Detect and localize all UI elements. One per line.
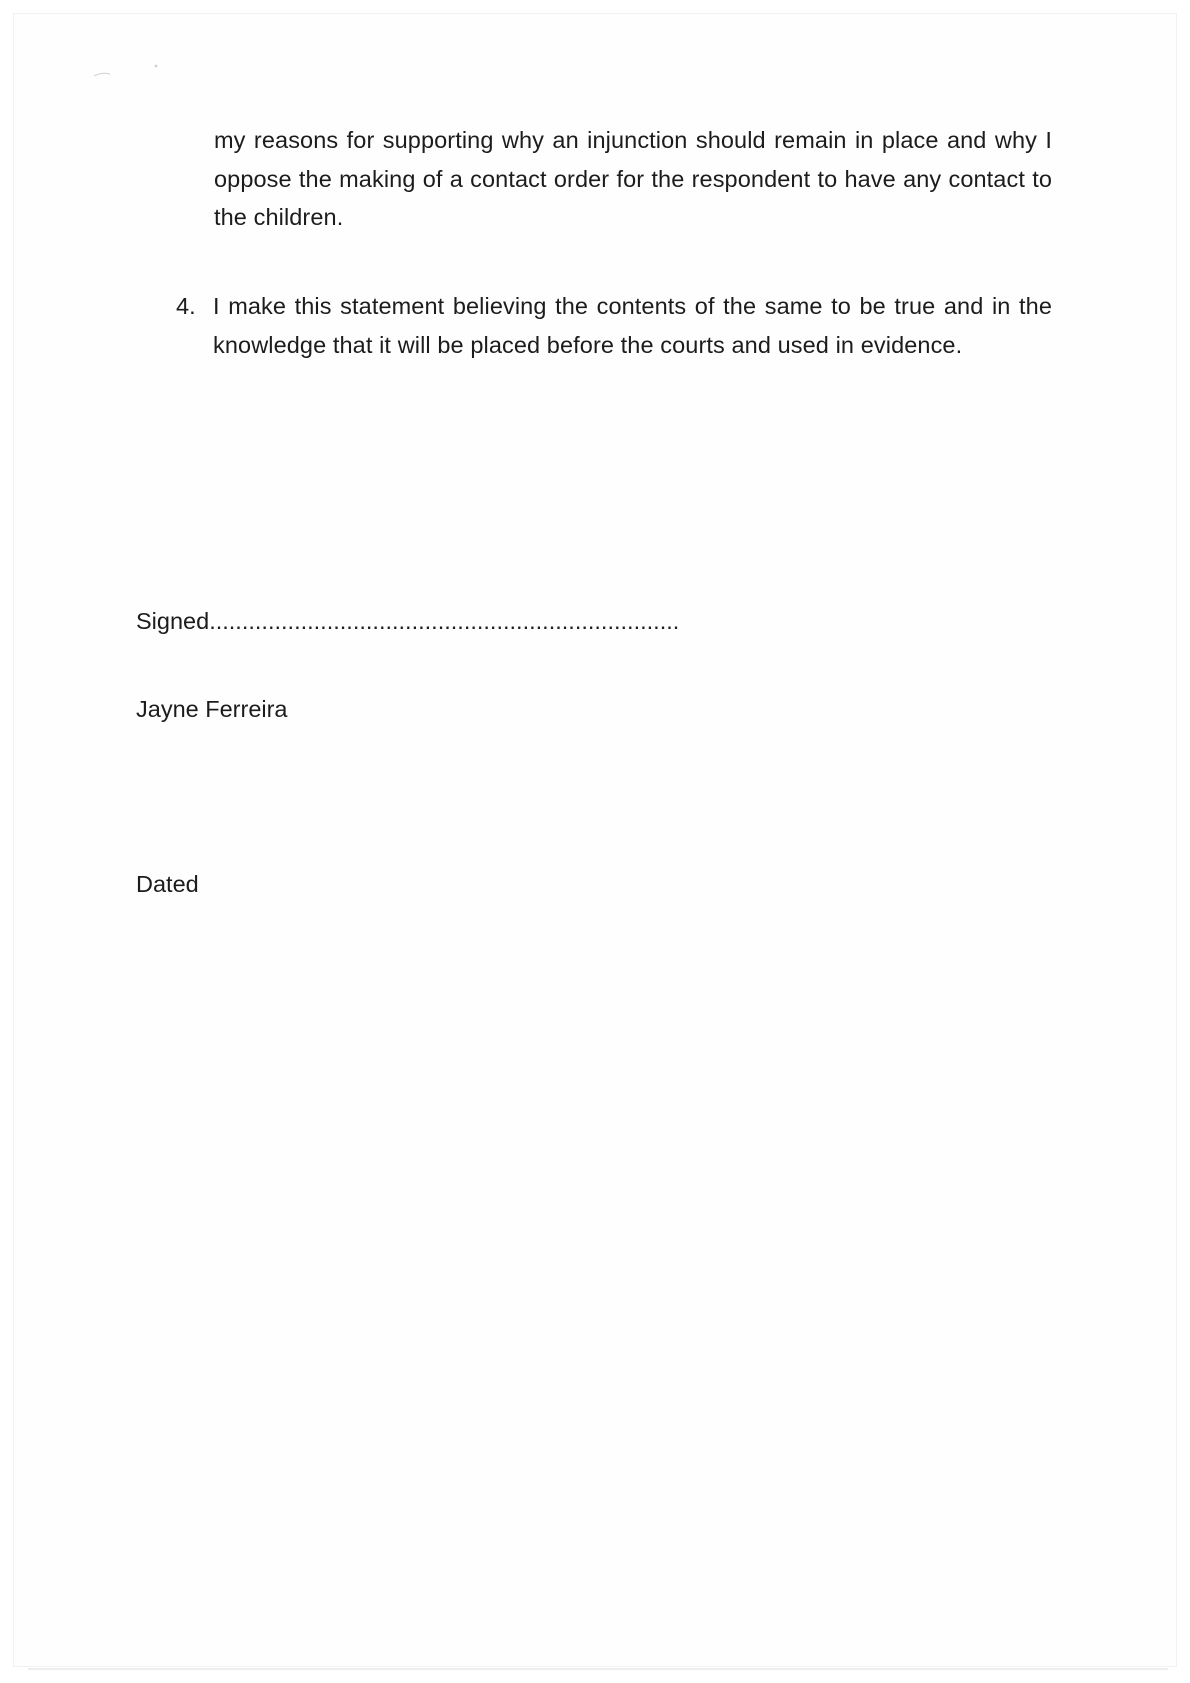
item-number-4: 4. bbox=[176, 293, 196, 319]
statement-of-truth-paragraph: I make this statement believing the contents of the same to be true and in the knowledge that it will be placed before the courts and used in evidence. bbox=[213, 293, 1052, 358]
signature-dotted-line: ........................................................................ bbox=[209, 608, 680, 634]
scan-mark-icon bbox=[92, 62, 162, 82]
document-page bbox=[14, 14, 1176, 1666]
paragraph-continuation: my reasons for supporting why an injunction should remain in place and why I oppose the making of a contact order for the respondent to have any contact to the children. bbox=[214, 127, 1052, 230]
page-bottom-edge bbox=[28, 1668, 1168, 1670]
signatory-name: Jayne Ferreira bbox=[136, 696, 288, 722]
dated-label: Dated bbox=[136, 871, 199, 897]
signature-line bbox=[136, 602, 679, 640]
signed-label: Signed bbox=[136, 608, 210, 634]
